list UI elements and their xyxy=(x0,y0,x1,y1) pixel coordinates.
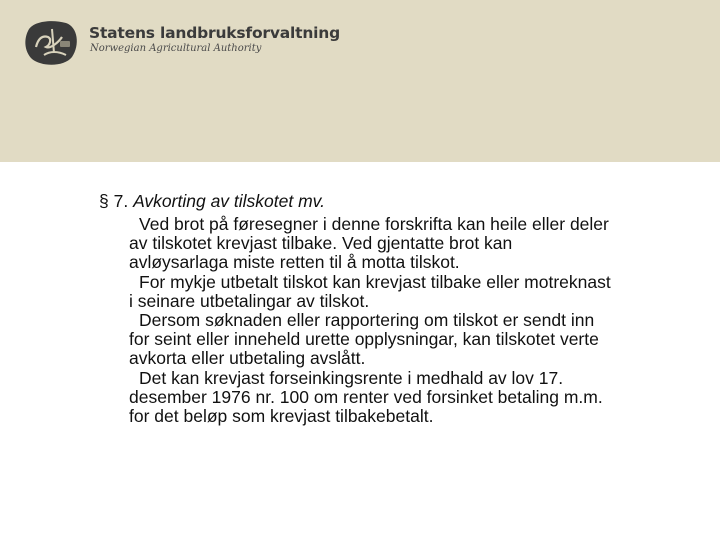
paragraph xyxy=(96,311,696,369)
organization-name: Statens landbruksforvaltning xyxy=(89,24,341,42)
paragraph-line: for seint eller inneheld urette opplysningar, kan tilskotet verte xyxy=(129,329,599,350)
paragraph-line: For mykje utbetalt tilskot kan krevjast tilbake eller motreknast xyxy=(139,271,611,292)
paragraph-line: av tilskotet krevjast tilbake. Ved gjentatte brot kan xyxy=(129,233,513,254)
paragraph xyxy=(96,215,696,273)
section-number: § 7. xyxy=(99,191,129,211)
paragraph-line: desember 1976 nr. 100 om renter ved forsinket betaling m.m. xyxy=(129,386,603,407)
section-paragraphs xyxy=(96,215,696,426)
paragraph-line: avkorta eller utbetaling avslått. xyxy=(129,348,366,369)
header-banner xyxy=(0,0,720,162)
paragraph-line: for det beløp som krevjast tilbakebetalt. xyxy=(129,406,434,427)
paragraph-line: Dersom søknaden eller rapportering om tilskot er sendt inn xyxy=(139,310,595,331)
section-title: Avkorting av tilskotet mv. xyxy=(133,191,325,211)
paragraph-line: Ved brot på føresegner i denne forskrifta kan heile eller deler xyxy=(139,214,609,234)
paragraph-line: Det kan krevjast forseinkingsrente i medhald av lov 17. xyxy=(139,367,564,388)
paragraph-line: avløysarlaga miste retten til å motta tilskot. xyxy=(129,252,460,273)
regulation-section xyxy=(96,190,696,426)
organization-subtitle: Norwegian Agricultural Authority xyxy=(90,43,262,54)
paragraph-line: i seinare utbetalingar av tilskot. xyxy=(129,290,370,311)
agency-emblem-icon xyxy=(22,17,82,67)
section-heading xyxy=(99,190,696,212)
paragraph xyxy=(96,369,696,427)
paragraph xyxy=(96,273,696,311)
